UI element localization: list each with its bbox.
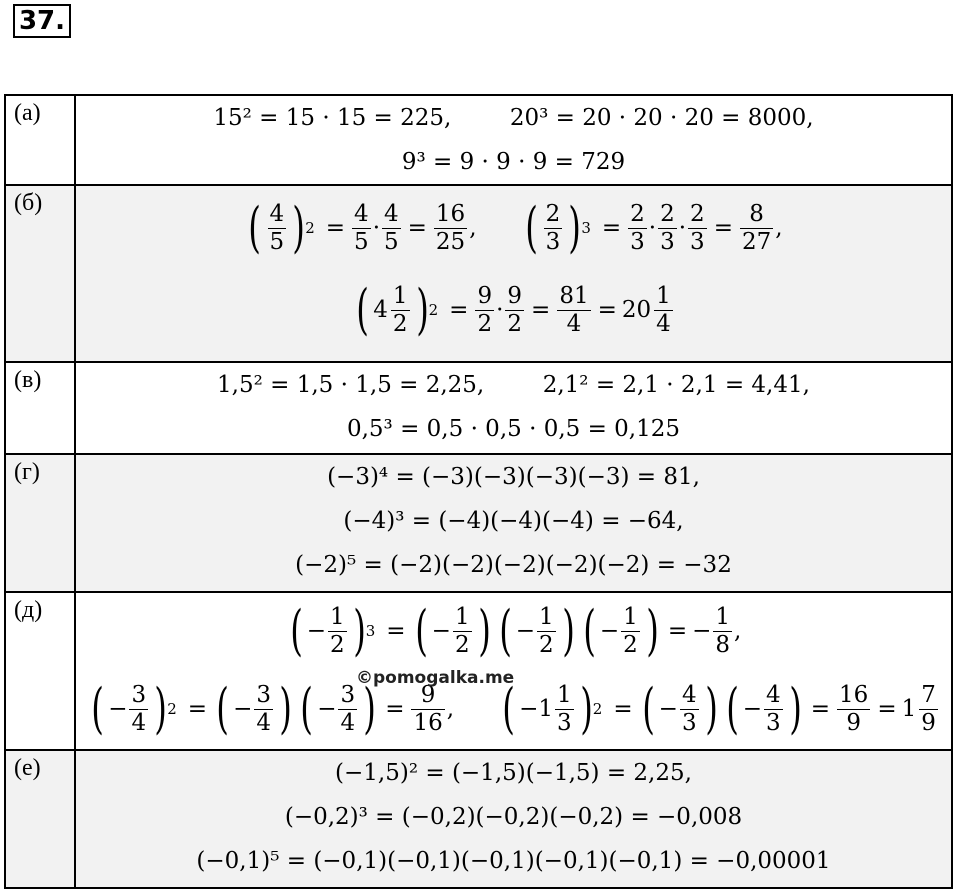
row-content bbox=[75, 454, 952, 592]
solutions-table bbox=[4, 94, 953, 889]
fraction: $\frac{1}{2}$ bbox=[539, 603, 554, 658]
row-label: (г) bbox=[5, 454, 75, 592]
fraction: $\frac{4}{3}$ bbox=[766, 681, 781, 736]
row-content bbox=[75, 185, 952, 362]
fraction: $\frac{4}{5}$ bbox=[354, 200, 369, 255]
math-line: (−3)⁴ = (−3)(−3)(−3)(−3) = 81, bbox=[327, 464, 700, 490]
problem-number: 37. bbox=[13, 4, 71, 38]
row-label: (е) bbox=[5, 750, 75, 888]
fraction: $\frac{7}{9}$ bbox=[921, 681, 936, 736]
math-line: ( 4 $\frac{1}{2}$ ) 2 = $\frac{9}{2}$ · $\frac{9}{2}$ = $\frac{81}{4}$ = 20 $\frac{1}{4}$ bbox=[356, 278, 671, 341]
fraction: $\frac{1}{2}$ bbox=[392, 282, 408, 337]
fraction: $\frac{1}{2}$ bbox=[454, 603, 470, 658]
row-label: (б) bbox=[5, 185, 75, 362]
math-line: (−0,1)⁵ = (−0,1)(−0,1)(−0,1)(−0,1)(−0,1) = −0,00001 bbox=[196, 848, 831, 874]
table-row bbox=[5, 95, 952, 185]
math-line: (−4)³ = (−4)(−4)(−4) = −64, bbox=[343, 508, 684, 534]
fraction: $\frac{1}{2}$ bbox=[623, 603, 638, 658]
fraction: $\frac{16}{9}$ bbox=[839, 681, 869, 736]
paren-right: ) bbox=[292, 196, 306, 259]
row-content bbox=[75, 362, 952, 454]
fraction: $\frac{1}{2}$ bbox=[330, 603, 345, 658]
math-line: 15² = 15 · 15 = 225, 20³ = 20 · 20 · 20 = 8000, bbox=[213, 105, 814, 131]
math-line: (−1,5)² = (−1,5)(−1,5) = 2,25, bbox=[335, 760, 692, 786]
fraction: $\frac{1}{4}$ bbox=[656, 282, 671, 337]
watermark-text: ©pomogalka.me bbox=[356, 668, 515, 688]
math-line: 0,5³ = 0,5 · 0,5 · 0,5 = 0,125 bbox=[346, 416, 681, 442]
fraction: $\frac{3}{4}$ bbox=[256, 681, 272, 736]
fraction: $\frac{16}{25}$ bbox=[435, 200, 466, 255]
fraction: $\frac{4}{5}$ bbox=[269, 200, 285, 255]
table-row bbox=[5, 454, 952, 592]
fraction: $\frac{2}{3}$ bbox=[545, 200, 561, 255]
fraction: $\frac{2}{3}$ bbox=[630, 200, 645, 255]
math-line: ( − $\frac{3}{4}$ ) 2 = ( − $\frac{3}{4}$ ) ( − $\frac{3}{4}$ ) = $\frac{9}{16}$ , ( −1 $\frac{1}{3}$ ) 2 = ( − $\frac{4}{3}$ ) ( − $\frac{4}{3}$ ) = $\frac{16}{9}$ = 1 $\frac{7}{9}$ bbox=[91, 677, 936, 740]
row-content bbox=[75, 750, 952, 888]
row-label: (а) bbox=[5, 95, 75, 185]
paren-left: ( bbox=[248, 196, 262, 259]
fraction: $\frac{8}{27}$ bbox=[741, 200, 772, 255]
fraction: $\frac{4}{3}$ bbox=[681, 681, 697, 736]
fraction: $\frac{3}{4}$ bbox=[340, 681, 356, 736]
math-line: 9³ = 9 · 9 · 9 = 729 bbox=[401, 149, 626, 175]
fraction: $\frac{1}{8}$ bbox=[715, 603, 731, 658]
math-line: (−0,2)³ = (−0,2)(−0,2)(−0,2) = −0,008 bbox=[284, 804, 743, 830]
table-row bbox=[5, 362, 952, 454]
fraction: $\frac{81}{4}$ bbox=[559, 282, 589, 337]
row-label: (д) bbox=[5, 592, 75, 750]
math-line: 1,5² = 1,5 · 1,5 = 2,25, 2,1² = 2,1 · 2,1 = 4,41, bbox=[217, 372, 810, 398]
fraction: $\frac{9}{16}$ bbox=[413, 681, 443, 736]
math-line: ( − $\frac{1}{2}$ ) 3 = ( − $\frac{1}{2}$ ) ( − $\frac{1}{2}$ ) ( − $\frac{1}{2}$ ) = − $\frac{1}{8}$ , bbox=[289, 599, 742, 662]
math-line: ( $\frac{4}{5}$ ) 2 = $\frac{4}{5}$ · $\frac{4}{5}$ = $\frac{16}{25}$ , ( $\frac{2}{3}$ ) 3 = $\frac{2}{3}$ · $\frac{2}{3}$ · $\frac{2}{3}$ = $\frac{8}{27}$ , bbox=[248, 196, 783, 259]
row-content bbox=[75, 95, 952, 185]
math-line: (−2)⁵ = (−2)(−2)(−2)(−2)(−2) = −32 bbox=[295, 552, 732, 578]
fraction: $\frac{3}{4}$ bbox=[131, 681, 147, 736]
fraction: $\frac{2}{3}$ bbox=[690, 200, 705, 255]
row-label: (в) bbox=[5, 362, 75, 454]
fraction: $\frac{4}{5}$ bbox=[384, 200, 399, 255]
table-row bbox=[5, 185, 952, 362]
fraction: $\frac{9}{2}$ bbox=[507, 282, 523, 337]
fraction: $\frac{1}{3}$ bbox=[557, 681, 572, 736]
fraction: $\frac{9}{2}$ bbox=[477, 282, 493, 337]
table-row bbox=[5, 750, 952, 888]
fraction: $\frac{2}{3}$ bbox=[660, 200, 675, 255]
